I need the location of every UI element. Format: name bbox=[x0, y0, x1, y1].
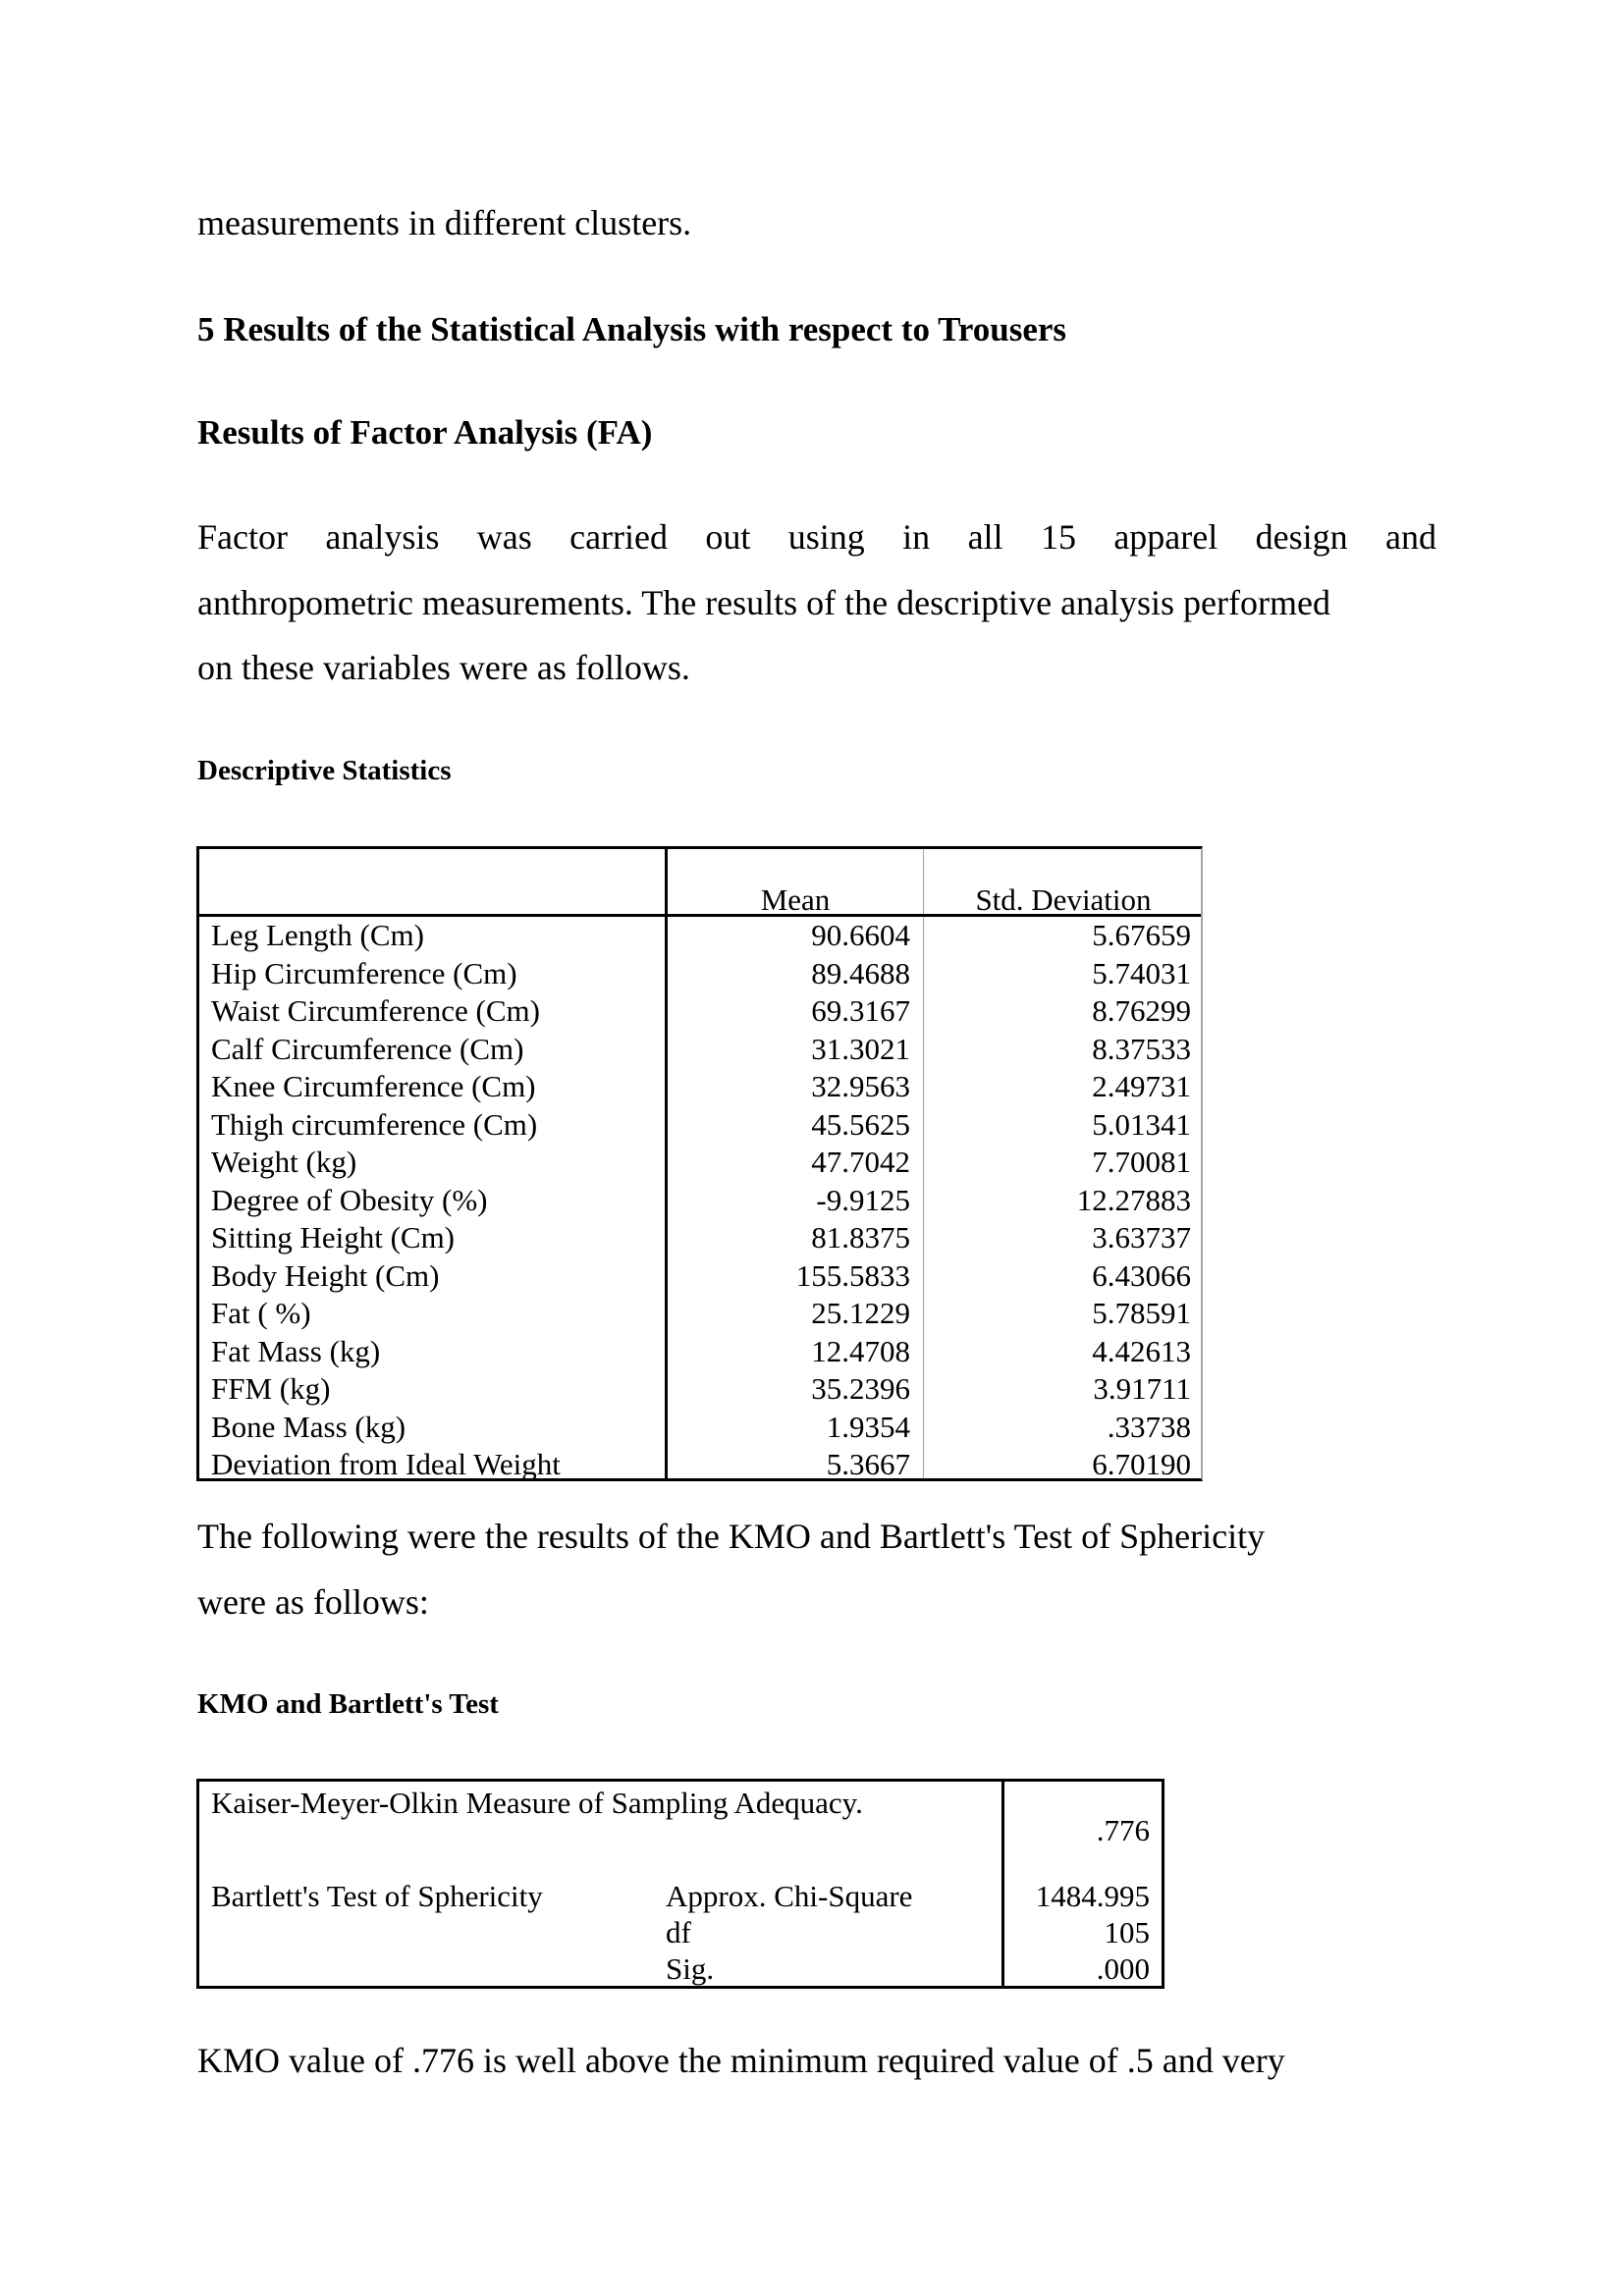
std-deviation-cell: .33738 bbox=[1107, 1409, 1191, 1444]
descriptive-statistics-title: Descriptive Statistics bbox=[197, 755, 452, 786]
table-body bbox=[199, 917, 1201, 1484]
std-deviation-cell: 5.01341 bbox=[1092, 1106, 1191, 1142]
stat-label-sig: Sig. bbox=[666, 1951, 715, 1986]
table-row bbox=[199, 955, 1201, 993]
table-row bbox=[199, 1068, 1201, 1106]
std-deviation-cell: 7.70081 bbox=[1092, 1145, 1191, 1179]
continuation-text: measurements in different clusters. bbox=[197, 203, 692, 242]
mean-cell: 1.9354 bbox=[826, 1409, 910, 1444]
mean-cell: 35.2396 bbox=[811, 1371, 910, 1406]
table-row bbox=[199, 917, 1201, 955]
mean-cell: 90.6604 bbox=[811, 918, 910, 952]
mean-cell: 47.7042 bbox=[811, 1145, 910, 1179]
stat-value-sig: .000 bbox=[1096, 1951, 1150, 1986]
table-row bbox=[199, 1446, 1201, 1484]
kmo-value: .776 bbox=[1096, 1813, 1150, 1847]
std-deviation-cell: 8.76299 bbox=[1092, 993, 1191, 1028]
std-deviation-cell: 6.43066 bbox=[1092, 1257, 1191, 1293]
stat-label-df: df bbox=[666, 1915, 691, 1949]
variable-name-cell: Degree of Obesity (%) bbox=[211, 1182, 488, 1217]
variable-name-cell: Fat ( %) bbox=[211, 1296, 311, 1330]
table-row bbox=[199, 1333, 1201, 1371]
std-deviation-cell: 2.49731 bbox=[1092, 1069, 1191, 1103]
variable-name-cell: Waist Circumference (Cm) bbox=[211, 993, 540, 1028]
mean-cell: 81.8375 bbox=[811, 1220, 910, 1255]
mean-cell: 31.3021 bbox=[811, 1031, 910, 1066]
mean-cell: 5.3667 bbox=[826, 1447, 910, 1481]
column-header-mean: Mean bbox=[760, 882, 831, 917]
kmo-intro-line: The following were the results of the KMO and Bartlett's Test of Sphericity bbox=[197, 1517, 1266, 1556]
table-row bbox=[199, 1370, 1201, 1409]
std-deviation-cell: 5.78591 bbox=[1092, 1296, 1191, 1330]
mean-cell: 89.4688 bbox=[811, 955, 910, 990]
std-deviation-cell: 8.37533 bbox=[1092, 1031, 1191, 1066]
variable-name-cell: Hip Circumference (Cm) bbox=[211, 955, 517, 990]
kmo-bartlett-table bbox=[196, 1779, 1164, 1989]
descriptive-statistics-table bbox=[196, 846, 1203, 1481]
variable-name-cell: Deviation from Ideal Weight bbox=[211, 1447, 561, 1481]
mean-cell: 69.3167 bbox=[811, 993, 910, 1028]
kmo-bartlett-title: KMO and Bartlett's Test bbox=[197, 1688, 499, 1720]
table-row bbox=[199, 1144, 1201, 1182]
variable-name-cell: Weight (kg) bbox=[211, 1145, 357, 1179]
std-deviation-cell: 3.63737 bbox=[1092, 1220, 1191, 1255]
variable-name-cell: Fat Mass (kg) bbox=[211, 1333, 381, 1368]
kmo-label: Kaiser-Meyer-Olkin Measure of Sampling Adequacy. bbox=[211, 1786, 863, 1820]
stat-value-df: 105 bbox=[1104, 1915, 1150, 1949]
intro-paragraph-line: Factor analysis was carried out using in all 15 apparel design and bbox=[197, 517, 1436, 557]
subsection-heading: Results of Factor Analysis (FA) bbox=[197, 413, 653, 452]
table-row bbox=[199, 1409, 1201, 1447]
table-row bbox=[199, 1182, 1201, 1220]
variable-name-cell: Sitting Height (Cm) bbox=[211, 1220, 455, 1255]
mean-cell: 25.1229 bbox=[811, 1296, 910, 1330]
std-deviation-cell: 12.27883 bbox=[1076, 1182, 1191, 1217]
variable-name-cell: Calf Circumference (Cm) bbox=[211, 1031, 524, 1066]
table-row bbox=[199, 992, 1201, 1031]
section-heading: 5 Results of the Statistical Analysis with respect to Trousers bbox=[197, 310, 1067, 348]
table-row bbox=[199, 1295, 1201, 1333]
mean-cell: 12.4708 bbox=[811, 1333, 910, 1368]
variable-name-cell: Knee Circumference (Cm) bbox=[211, 1069, 536, 1103]
table-row bbox=[199, 1257, 1201, 1296]
table-header-row bbox=[199, 849, 1201, 917]
std-deviation-cell: 5.74031 bbox=[1092, 955, 1191, 990]
std-deviation-cell: 3.91711 bbox=[1093, 1371, 1191, 1406]
stat-label-chi-square: Approx. Chi-Square bbox=[666, 1879, 913, 1913]
table-row bbox=[199, 1106, 1201, 1145]
variable-name-cell: Leg Length (Cm) bbox=[211, 918, 424, 952]
mean-cell: -9.9125 bbox=[816, 1182, 910, 1217]
intro-paragraph-line: on these variables were as follows. bbox=[197, 648, 690, 687]
stat-value-chi-square: 1484.995 bbox=[1035, 1879, 1150, 1913]
std-deviation-cell: 5.67659 bbox=[1092, 918, 1191, 952]
std-deviation-cell: 4.42613 bbox=[1092, 1333, 1191, 1368]
variable-name-cell: Body Height (Cm) bbox=[211, 1257, 440, 1293]
mean-cell: 155.5833 bbox=[795, 1257, 910, 1293]
table-row bbox=[199, 1031, 1201, 1069]
bartlett-label: Bartlett's Test of Sphericity bbox=[211, 1879, 543, 1913]
mean-cell: 45.5625 bbox=[811, 1106, 910, 1142]
intro-paragraph-line: anthropometric measurements. The results of the descriptive analysis performed bbox=[197, 583, 1330, 622]
variable-name-cell: Bone Mass (kg) bbox=[211, 1409, 406, 1444]
mean-cell: 32.9563 bbox=[811, 1069, 910, 1103]
variable-name-cell: Thigh circumference (Cm) bbox=[211, 1106, 538, 1142]
closing-text: KMO value of .776 is well above the minimum required value of .5 and very bbox=[197, 2041, 1285, 2080]
std-deviation-cell: 6.70190 bbox=[1092, 1447, 1191, 1481]
variable-name-cell: FFM (kg) bbox=[211, 1371, 331, 1406]
column-header-std-deviation: Std. Deviation bbox=[975, 882, 1152, 917]
kmo-intro-line: were as follows: bbox=[197, 1582, 429, 1622]
table-row bbox=[199, 1219, 1201, 1257]
